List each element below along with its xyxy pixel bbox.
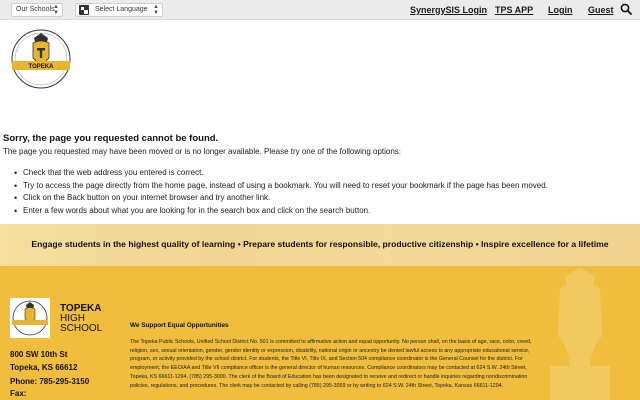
sort-arrows-icon: ▲ ▼ (53, 4, 59, 16)
list-item: • Enter a few words about what you are looking for in the search box and click on the search button. (14, 205, 548, 218)
list-item: • Check that the web address you entered is correct. (14, 167, 548, 180)
our-schools-select[interactable] (11, 3, 63, 17)
school-address (10, 348, 77, 374)
google-translate-icon (79, 5, 89, 15)
synergysis-login-link[interactable]: SynergySIS Login (410, 5, 488, 15)
utility-bar (0, 0, 640, 20)
statement-line: program, or activity provided by the school district. For students, the Title VI, Title IX, and Section 504 compliance coordinator is the General Counsel for the district. For (130, 356, 523, 363)
footer-logo[interactable] (10, 298, 50, 338)
list-item: • Try to access the page directly from the home page, instead of using a bookmark. You will need to reset your bookmark if the page has been moved. (14, 180, 548, 193)
language-label: Select Language (95, 6, 148, 13)
statement-line: The Topeka Public Schools, Unified School District No. 501 is committed to affirmative action and equal opportunity. No person shall, on the basis of age, race, color, creed, (130, 339, 532, 345)
school-name-line: SCHOOL (60, 323, 103, 334)
school-name-line: TOPEKA (60, 303, 102, 314)
statement-line: policies, regulations, and procedures. The clerk may be contacted by calling (785) 295-3059 or by writing to 624 S.W. 24th Street, Topeka, Kansas 66611-1294. (130, 382, 504, 389)
fax-number: Fax: (10, 389, 27, 398)
language-select[interactable] (75, 3, 163, 17)
mission-banner (0, 224, 640, 266)
address-line: Topeka, KS 66612 (10, 363, 78, 372)
address-line: 800 SW 10th St (10, 350, 68, 359)
statement-line: religion, sex, sexual orientation, gender, gender identity or expression, disability, national origin or ancestry be denied lawful access to any appropriate educational service, (130, 347, 530, 354)
error-title: Sorry, the page you requested cannot be found. (3, 133, 219, 144)
equal-opportunity-statement (130, 338, 630, 390)
topeka-high-logo[interactable] (10, 28, 72, 90)
tps-app-link[interactable]: TPS APP (495, 5, 534, 15)
mission-statement: Engage students in the highest quality of learning • Prepare students for responsible, productive citizenship • Inspire excellence for a lifetime (31, 239, 609, 249)
sort-arrows-icon: ▲ ▼ (153, 4, 159, 16)
statement-line: employment, the EEO/AA and Title VII compliance officer is the general director of human resources. Compliance coordinators may be contacted at 624 S.W. 24th Street, (130, 365, 527, 372)
list-item: • Click on the Back button on your internet browser and try another link. (14, 192, 548, 205)
statement-line: Topeka, KS 66611-1294, (785) 295-3000. The clerk of the Board of Education has been designated to receive and redirect or handle inquiries regarding nondiscrimination (130, 373, 528, 380)
search-icon[interactable] (620, 3, 632, 15)
login-link[interactable]: Login (548, 5, 573, 15)
logo-wordmark: TOPEKA (28, 64, 54, 70)
contact-info (10, 376, 89, 400)
our-schools-label: Our Schools (16, 6, 55, 13)
guest-link[interactable]: Guest (588, 5, 614, 15)
error-intro: The page you requested may have been moved or is no longer available. Please try one of the following options: (3, 147, 402, 156)
equal-opportunity-title: We Support Equal Opportunities (130, 322, 229, 329)
error-options-list (14, 167, 548, 217)
footer-school-name (60, 304, 102, 334)
phone-number: Phone: 785-295-3150 (10, 377, 90, 386)
school-name-line: HIGH (60, 313, 85, 324)
